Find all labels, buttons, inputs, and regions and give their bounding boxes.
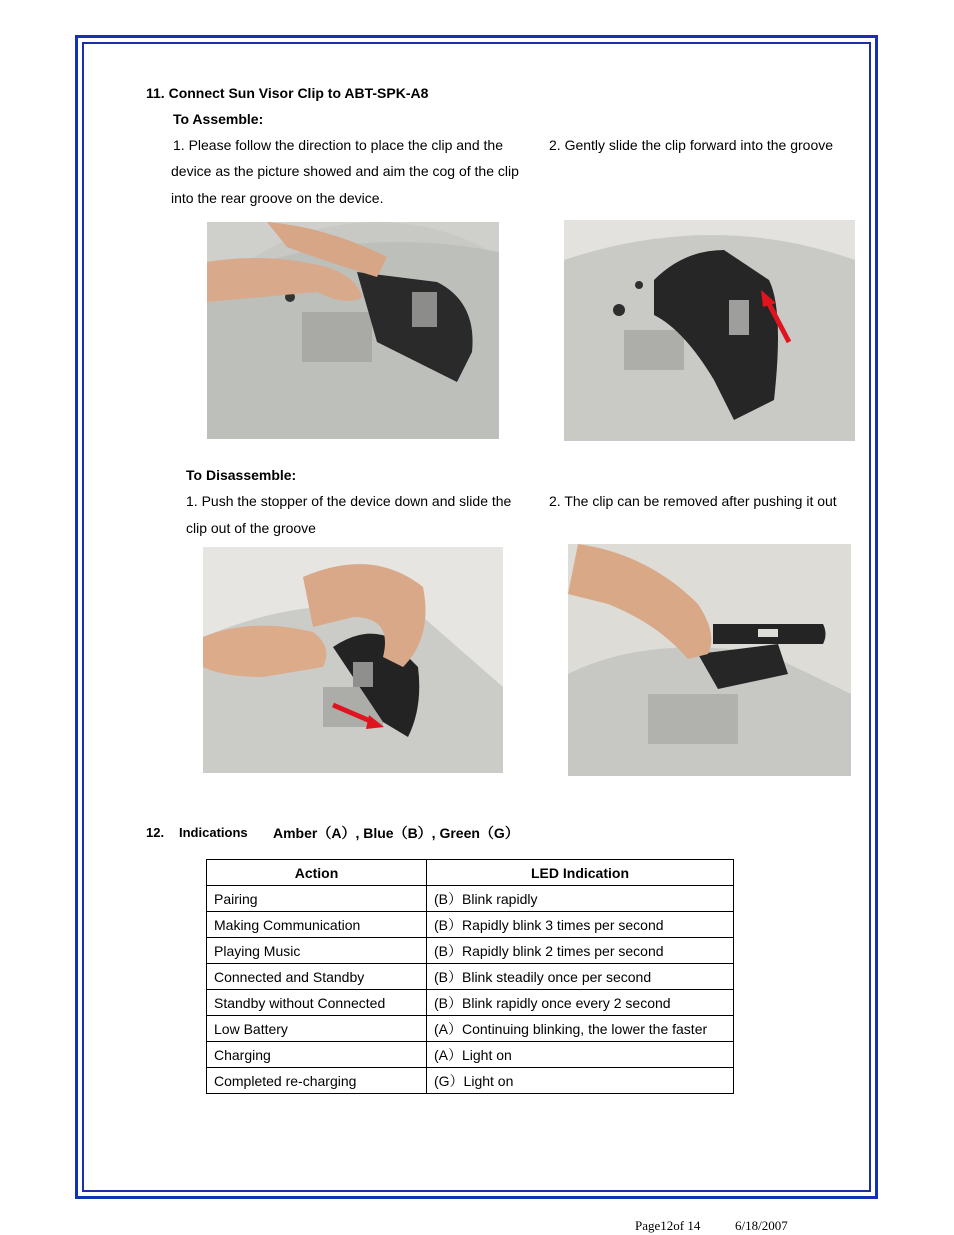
table-row <box>207 990 734 1016</box>
disassemble-step1-line1: 1. Push the stopper of the device down and slide the <box>186 493 512 509</box>
page-date: 6/18/2007 <box>735 1218 788 1233</box>
row-led: (A）Continuing blinking, the lower the faster <box>427 1016 734 1042</box>
assemble-step1-line1: 1. Please follow the direction to place the clip and the <box>173 137 503 153</box>
assemble-title: To Assemble: <box>173 111 264 127</box>
table-row <box>207 1068 734 1094</box>
assemble-step1-line3: into the rear groove on the device. <box>171 190 384 206</box>
disassemble-step1-line2: clip out of the groove <box>186 520 316 536</box>
photo-assemble-step1 <box>207 222 499 439</box>
row-led: (B）Rapidly blink 3 times per second <box>427 912 734 938</box>
photo-disassemble-step1 <box>203 547 503 773</box>
row-action: Completed re-charging <box>207 1068 427 1094</box>
row-action: Pairing <box>207 886 427 912</box>
assemble-step1-line2: device as the picture showed and aim the cog of the clip <box>171 163 519 179</box>
row-action: Playing Music <box>207 938 427 964</box>
section-12-label: Indications <box>179 825 248 840</box>
table-row <box>207 1042 734 1068</box>
table-header-row <box>207 860 734 886</box>
table-row <box>207 912 734 938</box>
led-indication-table <box>206 859 734 1094</box>
header-action: Action <box>207 860 427 886</box>
photo-assemble-step2 <box>564 220 855 441</box>
row-led: (B）Blink steadily once per second <box>427 964 734 990</box>
table-row <box>207 964 734 990</box>
disassemble-step2: 2. The clip can be removed after pushing it out <box>549 493 837 509</box>
disassemble-title: To Disassemble: <box>186 467 297 483</box>
row-led: (B）Rapidly blink 2 times per second <box>427 938 734 964</box>
section-11-heading: 11. Connect Sun Visor Clip to ABT-SPK-A8 <box>146 85 429 101</box>
row-led: (A）Light on <box>427 1042 734 1068</box>
row-action: Making Communication <box>207 912 427 938</box>
color-legend: Amber（A）, Blue（B）, Green（G） <box>273 825 519 841</box>
row-action: Standby without Connected <box>207 990 427 1016</box>
row-led: (G）Light on <box>427 1068 734 1094</box>
row-action: Connected and Standby <box>207 964 427 990</box>
header-led-indication: LED Indication <box>427 860 734 886</box>
table-row <box>207 938 734 964</box>
assemble-step2: 2. Gently slide the clip forward into the groove <box>549 137 834 153</box>
row-action: Low Battery <box>207 1016 427 1042</box>
section-12-number: 12. <box>146 825 165 840</box>
row-action: Charging <box>207 1042 427 1068</box>
table-row <box>207 886 734 912</box>
table-row <box>207 1016 734 1042</box>
page-number: Page12of 14 <box>635 1218 701 1233</box>
photo-disassemble-step2 <box>568 544 851 776</box>
row-led: (B）Blink rapidly <box>427 886 734 912</box>
row-led: (B）Blink rapidly once every 2 second <box>427 990 734 1016</box>
